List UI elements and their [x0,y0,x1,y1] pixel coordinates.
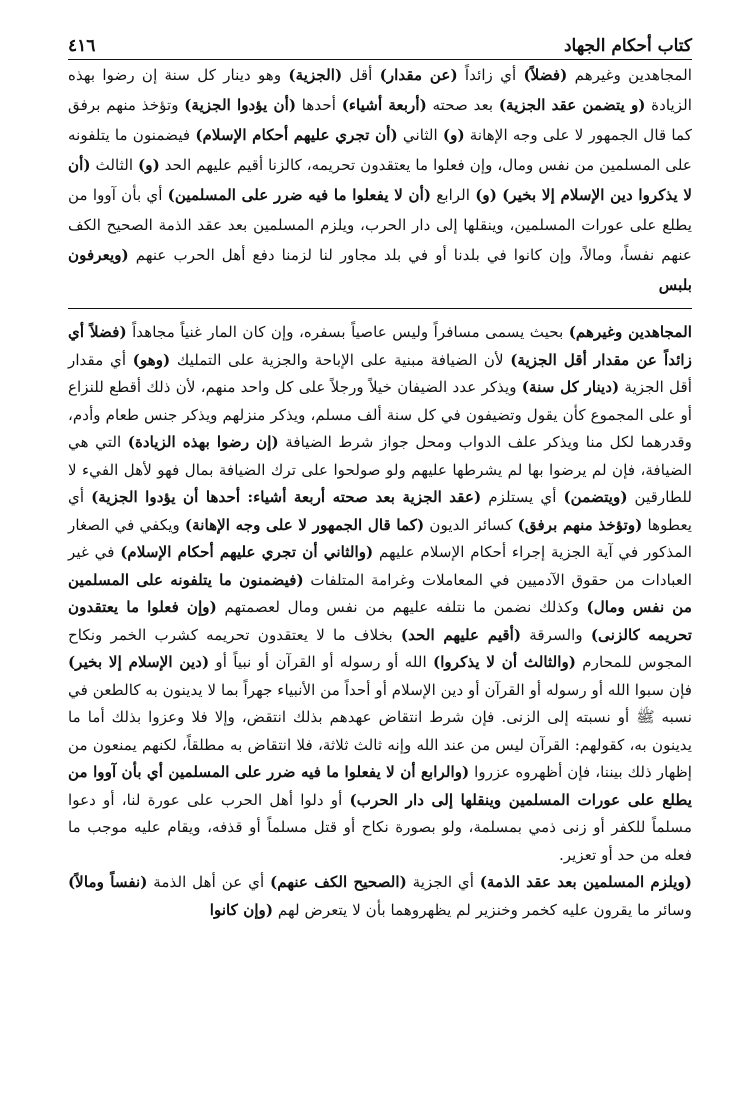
bold-text-run: (و) [475,186,497,204]
text-run: أي بأن آووا من يطلع على عورات المسلمين، وينقلها إلى دار الحرب، ويلزم المسلمين بعد عقد الذمة الصحيح الكف عنهم نفساً، ومالاً، وإن كانوا في بلدنا أو في بلد مجاور لنا لزمنا دفع أهل الحرب عنهم [68,186,692,264]
bold-text-run: (و يتضمن عقد الجزية) [498,96,646,114]
bold-text-run: (وهو) [132,350,171,369]
text-run: بعد صحته [426,96,499,114]
bold-text-run: (إن رضوا بهذه الزيادة) [127,433,279,451]
bold-text-run: (وإن كانوا [209,900,274,919]
bold-text-run: (أقيم عليهم الحد) [400,625,522,644]
footnote-separator [68,308,692,309]
bold-text-run: (و) [138,156,160,174]
bold-text-run: (أن لا يفعلوا ما فيه ضرر على المسلمين) [167,186,432,204]
bold-text-run: (ويعرفون بلبس [68,246,692,294]
bold-text-run: (كما قال الجمهور لا على وجه الإهانة) [184,515,425,534]
bold-text-run: (ويلزم المسلمين بعد عقد الذمة) [479,873,692,891]
text-run: كسائر الديون [424,515,518,534]
text-run: أحدها [296,96,342,114]
page-number: ٤١٦ [68,36,96,56]
text-run: أقل [342,66,380,84]
text-run: أي يعطوها [68,488,693,534]
book-title: كتاب أحكام الجهاد [563,36,692,56]
bold-text-run: المجاهدين وغيرهم) [568,323,692,341]
text-run: لأن الضيافة مبنية على الإباحة والجزية على التمليك [170,350,511,369]
text-run: أي مقدار أقل الجزية [68,350,692,396]
bold-text-run: (عن مقدار) [379,66,458,84]
text-run: ويكفي في الصغار المذكور في آية الجزية إجراء أحكام الإسلام عليهم [68,515,692,561]
sharh-text [68,319,692,869]
bold-text-run: (الصحيح الكف عنهم) [270,873,407,891]
page-header [68,0,692,60]
text-run: وتؤخذ منهم برفق كما قال الجمهور لا على وجه الإهانة [68,96,692,144]
bold-text-run: (أربعة أشياء) [341,96,427,114]
text-run: أي يستلزم [481,488,564,506]
text-run: أي عن أهل الذمة [147,873,271,891]
text-run: الرابع [431,186,476,204]
text-run: التي هي الضيافة، فإن لم يرضوا بها لم يشرطها عليهم ولو صولحوا على ترك الضيافة بمال فهو لأهل الفيء لا للطارقين [68,433,693,506]
page-content [68,60,692,924]
text-run: والسرقة [521,625,591,644]
text-run: بحيث يسمى مسافراً وليس عاصياً بسفره، وإن كان المار غنياً مجاهداً [126,323,569,341]
bold-text-run: (الجزية) [288,66,343,84]
bold-text-run: (دين الإسلام إلا بخير) [68,653,210,671]
bold-text-run: (وتؤخذ منهم برفق) [517,515,643,534]
bold-text-run: (والثاني أن تجري عليهم أحكام الإسلام) [120,543,374,561]
text-run: وكذلك نضمن ما نتلفه عليهم من نفس ومال لعصمتهم [216,598,587,616]
text-run: بخلاف ما لا يعتقدون تحريمه كشرب الخمر ونكاح المجوس للمحارم [68,625,692,671]
text-run: الله أو رسوله أو القرآن أو نبياً أو [209,653,434,671]
text-run: أي الجزية [406,873,480,891]
text-run: وسائر ما يقرون عليه كخمر وخنزير لم يظهروهما بأن لا يتعرض لهم [273,900,692,919]
text-run: وهو دينار كل سنة إن رضوا بهذه الزيادة [68,66,692,114]
bold-text-run: (أن لا يذكروا دين الإسلام إلا بخير) [68,156,693,204]
text-run: الثاني [397,126,443,144]
bold-text-run: (دينار كل سنة) [521,378,620,396]
bold-text-run: (فيضمنون ما يتلفونه على المسلمين من نفس ومال) [68,570,692,616]
text-run: المجاهدين وغيرهم [567,66,693,84]
text-run: أي زائداً [457,66,524,84]
matn-text [68,60,692,300]
text-run: في غير العبادات من حقوق الآدميين في المعاملات وغرامة المتلفات [68,543,693,589]
text-run: فإن سبوا الله أو رسوله أو القرآن أو دين الإسلام أو أحداً من الأنبياء جهراً بما لا يدينون به كالطعن في نسبه ﷺ أو نسبته إلى الزنى. فإن شرط انتقاض عهدهم بذلك انتقض، وإلا فلا وعزوا بذلك أما ما يدينون به، كقولهم: القرآن ليس من عند الله وإنه ثالث ثلاثة، فلا انتقاض به مطلقاً، لكنهم يمنعون من إظهار ذلك بيننا، فإن أظهروه عزروا [68,680,693,781]
bold-text-run: (فضلاً) [523,66,568,84]
bold-text-run: (نفساً ومالاً) [68,873,148,891]
bold-text-run: (فضلاً أي زائداً عن مقدار أقل الجزية) [68,323,692,369]
sharh-text-continued [68,869,692,924]
bold-text-run: (والرابع أن لا يفعلوا ما فيه ضرر على المسلمين أي بأن آووا من يطلع على عورات المسلمين وينقلها إلى دار الحرب) [68,763,693,809]
text-run: الثالث [90,156,139,174]
bold-text-run: (وإن فعلوا ما يعتقدون تحريمه كالزنى) [68,598,692,644]
bold-text-run: (ويتضمن) [563,488,628,506]
text-run: فيضمنون ما يتلفونه على المسلمين من نفس ومال، وإن فعلوا ما يعتقدون تحريمه، كالزنا أقيم عليهم الحد [68,126,692,174]
bold-text-run: (والثالث أن لا يذكروا) [433,653,576,671]
text-run: أو دلوا أهل الحرب على عورة لنا، أو دعوا مسلماً للكفر أو زنى ذمي بمسلمة، ولو بصورة نكاح أو قتل مسلماً أو قذفه، ويقام عليه موجب ما فعله من حد أو تعزير. [68,790,692,864]
bold-text-run: (عقد الجزية بعد صحته أربعة أشياء: أحدها أن يؤدوا الجزية) [91,488,482,506]
bold-text-run: (أن تجري عليهم أحكام الإسلام) [195,126,398,144]
text-run: ويذكر عدد الضيفان خيلاً ورجلاً على كل واحد منهم، لأن ذلك أقطع للنزاع أو على المجموع كأن يقول وتضيفون في كل سنة ألف مسلم، ويذكر منزلهم ويذكر جنس طعام وأدم، وقدرهما لكل منا ويذكر علف الدواب ومحل جواز شرط الضيافة [68,378,692,451]
bold-text-run: (أن يؤدوا الجزية) [184,96,297,114]
bold-text-run: (و) [442,126,465,144]
